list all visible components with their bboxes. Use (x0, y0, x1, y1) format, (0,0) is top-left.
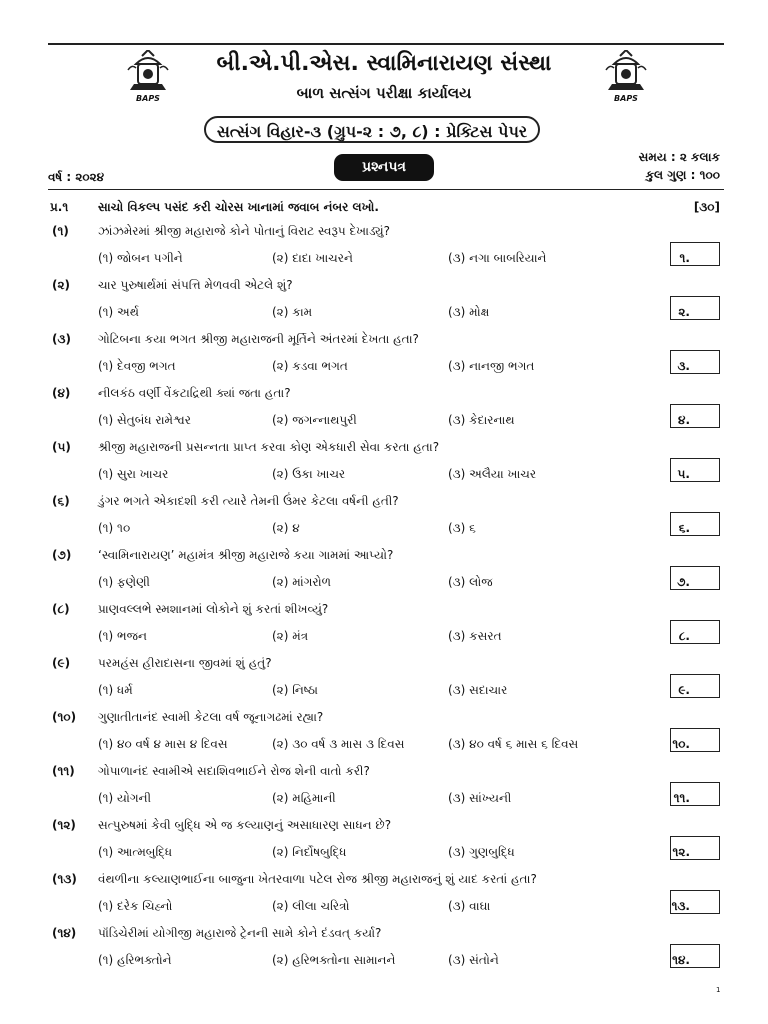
section-number: પ્ર.૧ (50, 200, 69, 214)
option-1: (૧) ફણેણી (98, 575, 150, 589)
question-item (0, 764, 768, 818)
time-allowed: સમય : ૨ કલાક (638, 150, 720, 164)
question-item (0, 278, 768, 332)
option-1: (૧) સુરા ખાચર (98, 467, 169, 481)
option-2: (૨) નિષ્ઠા (272, 683, 318, 697)
question-item (0, 926, 768, 980)
question-text: પૉંડિચેરીમાં યોગીજી મહારાજે ટ્રેનની સામે કોને દંડવત્ કર્યા? (98, 926, 382, 940)
option-3: (૩) નગા બાબરિયાને (448, 251, 547, 265)
option-1: (૧) આત્મબુદ્ધિ (98, 845, 173, 859)
answer-box[interactable] (670, 674, 720, 698)
question-text: ‘સ્વામિનારાયણ’ મહામંત્ર શ્રીજી મહારાજે કયા ગામમાં આપ્યો? (98, 548, 394, 562)
question-number: (૧૦) (52, 710, 77, 724)
option-1: (૧) ૪૦ વર્ષ ૪ માસ ૪ દિવસ (98, 737, 228, 751)
question-text: ડુંગર ભગતે એકાદશી કરી ત્યારે તેમની ઉંમર કેટલા વર્ષની હતી? (98, 494, 399, 508)
option-3: (૩) ૪૦ વર્ષ ૬ માસ ૬ દિવસ (448, 737, 579, 751)
option-1: (૧) યોગની (98, 791, 152, 805)
option-2: (૨) નિર્દોષબુદ્ધિ (272, 845, 347, 859)
question-number: (૫) (52, 440, 71, 454)
answer-box[interactable] (670, 620, 720, 644)
option-2: (૨) કામ (272, 305, 313, 319)
question-number: (૨) (52, 278, 71, 292)
answer-label: ૫. (677, 467, 690, 481)
question-item (0, 332, 768, 386)
option-2: (૨) માંગરોળ (272, 575, 331, 589)
question-item (0, 440, 768, 494)
question-number: (૮) (52, 602, 70, 616)
question-number: (૧૪) (52, 926, 77, 940)
option-2: (૨) મહિમાની (272, 791, 336, 805)
option-2: (૨) ૩૦ વર્ષ ૩ માસ ૩ દિવસ (272, 737, 405, 751)
option-1: (૧) દેવજી ભગત (98, 359, 176, 373)
question-item (0, 494, 768, 548)
question-item (0, 386, 768, 440)
option-2: (૨) હરિભક્તોના સામાનને (272, 953, 396, 967)
question-text: શ્રીજી મહારાજની પ્રસન્નતા પ્રાપ્ત કરવા કોણ એકધારી સેવા કરતા હતા? (98, 440, 440, 454)
answer-box[interactable] (670, 566, 720, 590)
paper-title: સત્સંગ વિહાર-૩ (ગ્રુપ-૨ : ૭, ૮) : પ્રેક્ટિસ પેપર (204, 116, 540, 143)
question-item (0, 818, 768, 872)
baps-logo-text: BAPS (136, 94, 160, 103)
option-2: (૨) દાદા ખાચરને (272, 251, 353, 265)
question-number: (૧૨) (52, 818, 76, 832)
answer-label: ૧૦. (672, 737, 690, 751)
option-3: (૩) સદાચાર (448, 683, 508, 697)
option-1: (૧) ભજન (98, 629, 147, 643)
question-number: (૯) (52, 656, 71, 670)
option-3: (૩) વાઘા (448, 899, 491, 913)
option-1: (૧) અર્થ (98, 305, 139, 319)
answer-label: ૭. (677, 575, 690, 589)
option-2: (૨) કડવા ભગત (272, 359, 348, 373)
option-2: (૨) લીલા ચરિત્રો (272, 899, 350, 913)
question-text: ગોટિબના કયા ભગત શ્રીજી મહારાજની મૂર્તિને અંતરમાં દેખતા હતા? (98, 332, 419, 346)
answer-box[interactable] (670, 242, 720, 266)
question-text: ગુણાતીતાનંદ સ્વામી કેટલા વર્ષ જૂનાગઢમાં રહ્યા? (98, 710, 324, 724)
answer-label: ૧૪. (672, 953, 690, 967)
answer-box[interactable] (670, 836, 720, 860)
answer-label: ૩. (677, 359, 690, 373)
option-1: (૧) ધર્મ (98, 683, 133, 697)
question-text: પરમહંસ હીરાદાસના જીવમાં શું હતું? (98, 656, 272, 670)
question-item (0, 710, 768, 764)
question-text: સત્પુરુષમાં કેવી બુદ્ધિ એ જ કલ્યાણનું અસાધારણ સાધન છે? (98, 818, 392, 832)
answer-label: ૨. (678, 305, 690, 319)
answer-box[interactable] (670, 458, 720, 482)
answer-box[interactable] (670, 728, 720, 752)
option-1: (૧) સેતુબંધ રામેશ્વર (98, 413, 191, 427)
section-marks: [૩૦] (693, 200, 720, 214)
question-number: (૩) (52, 332, 71, 346)
question-item (0, 656, 768, 710)
question-number: (૭) (52, 548, 72, 562)
option-2: (૨) જગન્નાથપુરી (272, 413, 357, 427)
option-1: (૧) ૧૦ (98, 521, 131, 535)
office-name: બાળ સત્સંગ પરીક્ષા કાર્યાલય (296, 84, 472, 102)
answer-label: ૯. (678, 683, 690, 697)
baps-logo-left (124, 50, 172, 104)
question-number: (૧૩) (52, 872, 77, 886)
option-3: (૩) સાંખ્યની (448, 791, 512, 805)
option-3: (૩) ગુણબુદ્ધિ (448, 845, 515, 859)
question-item (0, 602, 768, 656)
answer-label: ૧. (679, 251, 690, 265)
question-text: પ્રાણવલ્લભે સ્મશાનમાં લોકોને શું કરતાં શીખવ્યું? (98, 602, 329, 616)
answer-box[interactable] (670, 944, 720, 968)
question-item (0, 872, 768, 926)
answer-label: ૬. (678, 521, 690, 535)
section-rule (48, 189, 724, 190)
answer-label: ૧૧. (673, 791, 690, 805)
answer-box[interactable] (670, 404, 720, 428)
answer-label: ૪. (678, 413, 690, 427)
section-instruction: સાચો વિકલ્પ પસંદ કરી ચોરસ ખાનામાં જવાબ નંબર લખો. (98, 200, 379, 214)
page-number: 1 (716, 986, 721, 994)
baps-logo-right (602, 50, 650, 104)
option-2: (૨) મંત્ર (272, 629, 309, 643)
option-1: (૧) દરેક ચિહ્નો (98, 899, 173, 913)
option-3: (૩) મોક્ષ (448, 305, 490, 319)
option-1: (૧) જોબન પગીને (98, 251, 183, 265)
option-3: (૩) લોજ (448, 575, 493, 589)
question-number: (૪) (52, 386, 71, 400)
answer-label: ૧૨. (672, 845, 690, 859)
baps-logo-text: BAPS (614, 94, 638, 103)
question-number: (૧) (52, 224, 69, 238)
option-3: (૩) ૬ (448, 521, 476, 535)
answer-box[interactable] (670, 890, 720, 914)
answer-label: ૧૩. (671, 899, 690, 913)
organization-title: બી.એ.પી.એસ. સ્વામિનારાયણ સંસ્થા (216, 51, 552, 76)
answer-box[interactable] (670, 296, 720, 320)
option-1: (૧) હરિભક્તોને (98, 953, 172, 967)
option-3: (૩) અલૈયા ખાચર (448, 467, 537, 481)
question-paper-badge: પ્રશ્નપત્ર (334, 154, 434, 181)
question-text: વંથળીના કલ્યાણભાઈના બાજુના ખેતરવાળા પટેલ રોજ શ્રીજી મહારાજનું શું યાદ કરતાં હતા? (98, 872, 537, 886)
answer-box[interactable] (670, 782, 720, 806)
answer-box[interactable] (670, 512, 720, 536)
option-3: (૩) નાનજી ભગત (448, 359, 535, 373)
answer-label: ૮. (678, 629, 690, 643)
option-3: (૩) સંતોને (448, 953, 499, 967)
question-number: (૬) (52, 494, 70, 508)
top-rule (48, 43, 724, 45)
option-3: (૩) કસરત (448, 629, 502, 643)
question-text: નીલકંઠ વર્ણી વેંકટાદ્રિથી ક્યાં જતા હતા? (98, 386, 291, 400)
question-item (0, 548, 768, 602)
question-text: ઝાંઝમેરમાં શ્રીજી મહારાજે કોને પોતાનું વિરાટ સ્વરૂપ દેખાડ્યું? (98, 224, 390, 238)
question-item (0, 224, 768, 278)
question-number: (૧૧) (52, 764, 75, 778)
exam-year: વર્ષ : ૨૦૨૪ (48, 170, 105, 184)
option-2: (૨) ૪ (272, 521, 300, 535)
question-text: ચાર પુરુષાર્થમાં સંપત્તિ મેળવવી એટલે શું? (98, 278, 293, 292)
answer-box[interactable] (670, 350, 720, 374)
total-marks: કુલ ગુણ : ૧૦૦ (645, 168, 720, 182)
option-3: (૩) કેદારનાથ (448, 413, 515, 427)
option-2: (૨) ઉકા ખાચર (272, 467, 346, 481)
question-text: ગોપાળાનંદ સ્વામીએ સદાશિવભાઈને રોજ શેની વાતો કરી? (98, 764, 370, 778)
